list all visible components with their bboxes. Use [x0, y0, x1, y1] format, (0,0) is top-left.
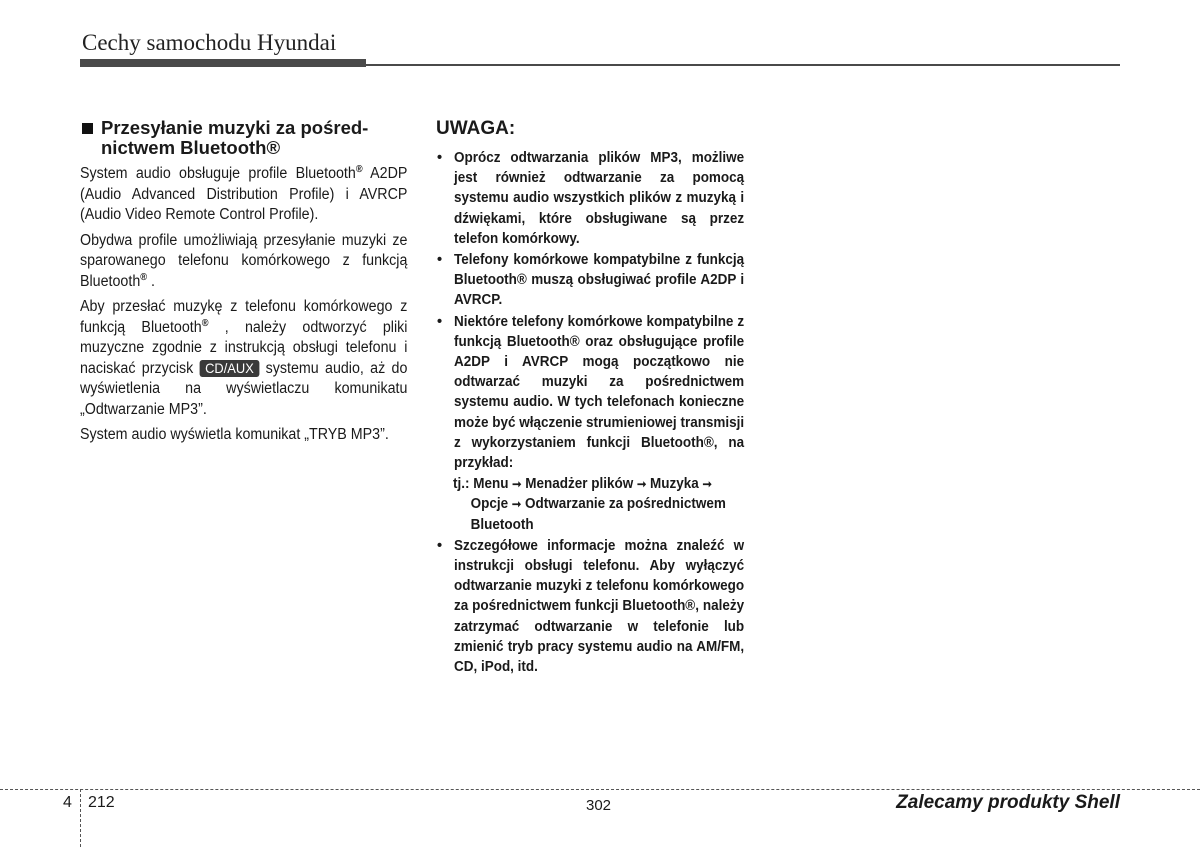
note-heading: UWAGA: — [436, 118, 516, 139]
menu-path — [436, 474, 766, 535]
registered-mark: ® — [140, 271, 148, 283]
path-step: Menu — [473, 476, 509, 493]
page-header-title: Cechy samochodu Hyundai — [82, 30, 337, 55]
note-text: Niektóre telefony komórkowe kompatybilne z funkcją Bluetooth® oraz obsługujące profile A2DP i AVRCP mogą początkowo nie odtwarzać muzyki za pośrednictwem systemu audio. W tych telefonach konieczne może być włączenie strumieniowej transmisji z wykorzystaniem funkcji Bluetooth®, na przykład: — [454, 313, 745, 472]
footer-dashed-rule — [0, 789, 1200, 790]
right-column — [436, 118, 766, 678]
arrow-right-icon: ➞ — [636, 477, 647, 492]
header-rule — [366, 64, 1120, 66]
paragraph-text: systemu audio, aż do wyświetlenia na wyświetlaczu komunikatu „Odtwarzanie MP3”. — [80, 359, 408, 418]
note-text: Telefony komórkowe kompatybilne z funkcją Bluetooth® muszą obsługiwać profile A2DP i AVRCP. — [454, 252, 745, 309]
paragraph-text: Aby przesłać muzykę z telefonu komórkowego z funkcją Bluetooth — [80, 298, 408, 336]
bullet-icon: • — [437, 537, 443, 554]
arrow-right-icon: ➞ — [702, 477, 712, 492]
footer-brand-text: Zalecamy produkty Shell — [896, 792, 1120, 813]
bullet-icon: • — [437, 313, 443, 330]
arrow-right-icon: ➞ — [511, 497, 522, 512]
path-prefix: tj.: — [453, 476, 474, 493]
path-step: Odtwarzanie za pośrednictwem Bluetooth — [470, 496, 726, 533]
section-heading — [80, 118, 408, 158]
path-step: Opcje — [470, 496, 509, 513]
page-number: 212 — [88, 794, 115, 811]
registered-mark: ® — [355, 163, 363, 175]
paragraph-text: , należy odtworzyć pliki muzyczne zgodnie z instrukcją obsługi telefonu i naciskać przycisk — [80, 318, 408, 377]
paragraph-text: . — [147, 272, 155, 290]
paragraph-profiles — [80, 164, 407, 226]
note-bullet — [436, 312, 766, 474]
path-step: Muzyka — [650, 476, 699, 493]
paragraph-text: A2DP (Audio Advanced Distribution Profile) i AVRCP (Audio Video Remote Control Profile). — [80, 165, 408, 223]
paragraph-streaming — [80, 231, 407, 293]
arrow-right-icon: ➞ — [512, 477, 522, 492]
registered-mark: ® — [201, 317, 209, 329]
left-column — [80, 118, 408, 451]
note-text: Szczegółowe informacje można znaleźć w instrukcji obsługi telefonu. Aby wyłączyć odtwarzanie muzyki z telefonu komórkowego za pośrednictwem funkcji Bluetooth®, należy zatrzymać odtwarzanie w telefonie lub zmienić tryb pracy systemu audio na AM/FM, CD, iPod, itd. — [454, 537, 745, 676]
paragraph-instructions — [80, 297, 407, 420]
section-heading-line2: nictwem Bluetooth® — [101, 137, 281, 158]
section-heading-line1: Przesyłanie muzyki za pośred- — [101, 117, 369, 138]
cd-aux-button-label: CD/AUX — [200, 360, 260, 377]
paragraph-mp3-mode: System audio wyświetla komunikat „TRYB MP3”. — [80, 426, 389, 443]
note-bullet — [436, 250, 766, 311]
note-bullet — [436, 536, 766, 677]
black-square-icon — [82, 123, 93, 134]
bullet-icon: • — [437, 252, 443, 269]
note-text: Oprócz odtwarzania plików MP3, możliwe jest również odtwarzanie za pomocą systemu audio wszystkich plików z muzyką i dźwiękami, które obsługiwane są przez telefon komórkowy. — [454, 150, 745, 247]
chapter-number: 4 — [63, 794, 72, 811]
paragraph-text: Obydwa profile umożliwiają przesyłanie muzyki ze sparowanego telefonu komórkowego z funkcją Bluetooth — [80, 231, 408, 290]
header-bar — [80, 59, 366, 67]
note-bullet — [436, 148, 766, 249]
scan-page-number: 302 — [586, 797, 612, 814]
paragraph-text: System audio obsługuje profile Bluetooth — [80, 165, 356, 182]
footer-dashed-divider — [80, 789, 81, 847]
bullet-icon: • — [437, 150, 443, 166]
path-step: Menadżer plików — [525, 476, 634, 493]
